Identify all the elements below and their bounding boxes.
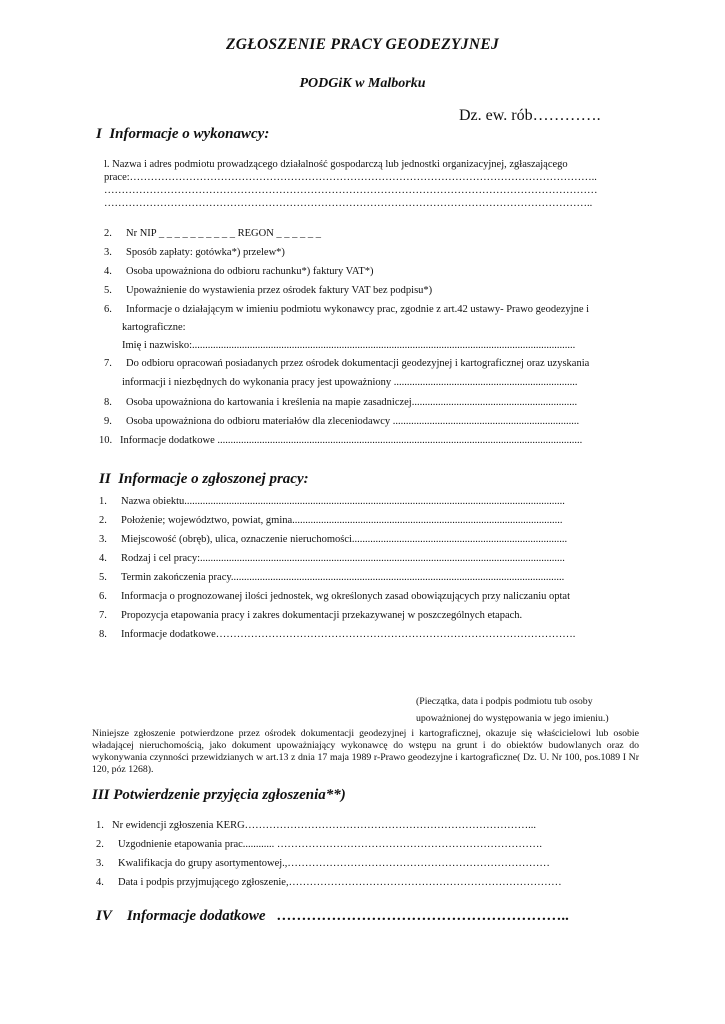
item-10: 10. Informacje dodatkowe ........................................................................................................................................... [99, 435, 583, 446]
item-5: 5. Upoważnienie do wystawienia przez ośrodek faktury VAT bez podpisu*) [104, 285, 433, 296]
section-2-title: Informacje o zgłoszonej pracy: [118, 471, 309, 487]
section-4-heading [96, 908, 569, 925]
work-type: Rodzaj i cel pracy:........................................................................................................................................... [121, 553, 565, 564]
item-1-line-4: ………………………………………………………………………………………………………………………….. [104, 198, 593, 209]
document-title: ZGŁOSZENIE PRACY GEODEZYJNEJ [225, 36, 500, 53]
additional-info-1: Informacje dodatkowe ........................................................................................................................................... [120, 435, 583, 446]
section-2-heading [99, 471, 309, 488]
item-6: 6. Informacje o działającym w imieniu podmiotu wykonawcy prac, zgodnie z art.42 ustawy- Prawo geodezyjne i [104, 304, 590, 315]
signature-note [416, 693, 609, 727]
completion-date: Termin zakończenia pracy............................................................................................................................... [121, 572, 565, 583]
work-item-2: 2. Położenie; województwo, powiat, gmina....................................................................................................... [99, 515, 563, 526]
section-1-heading [96, 126, 269, 143]
vat-authorization: Upoważnienie do wystawienia przez ośrodek faktury VAT bez podpisu*) [126, 285, 433, 296]
staging-agreement: Uzgodnienie etapowania prac............ …………………………………………………………………. [118, 839, 543, 850]
item-6-line-3: Imię i nazwisko:.................................................................................................................................................. [122, 340, 576, 351]
section-2-numeral: II [99, 471, 111, 487]
mapping-person: Osoba upoważniona do kartowania i kreślenia na mapie zasadniczej............................................................... [126, 397, 578, 408]
section-1-numeral: I [96, 126, 102, 142]
units-forecast: Informacja o prognozowanej ilości jednostek, wg określonych zasad obowiązujących przy naliczaniu optat [121, 591, 571, 602]
work-item-3: 3. Miejscowość (obręb), ulica, oznaczenie nieruchomości.................................................................................. [99, 534, 568, 545]
section-1-title: Informacje o wykonawcy: [109, 126, 270, 142]
item-7: 7. Do odbioru opracowań posiadanych przez ośrodek dokumentacji geodezyjnej i kartograficznej oraz uzyskania [104, 358, 590, 369]
item-1-line-3: …………………………………………………………………………………………………………………………… [104, 185, 598, 196]
work-item-8: 8. Informacje dodatkowe…………………………………………………………………………………………. [99, 629, 576, 640]
work-item-1: 1. Nazwa obiektu................................................................................................................................................. [99, 496, 565, 507]
item-6-line-1: Informacje o działającym w imieniu podmiotu wykonawcy prac, zgodnie z art.42 ustawy- Prawo geodezyjne i [126, 304, 590, 315]
work-item-6: 6. Informacja o prognozowanej ilości jednostek, wg określonych zasad obowiązujących przy naliczaniu optat [99, 591, 571, 602]
legal-notice: Niniejsze zgłoszenie potwierdzone przez ośrodek dokumentacji geodezyjnej i kartograficznej, okazuje się właścicielowi lub osobie władającej nieruchomością, jako dokument upoważniający wykonawcę do wstępu na grunt i do obiektów budowlanych oraz do wykonywania czynności przewidzianych w art.13 z dnia 17 maja 1989 r-Prawo geodezyjne i kartograficzne( Dz. U. Nr 100, pos.1089 I Nr 120, póz 1268). [92, 728, 639, 775]
office-name: PODGiK w Malborku [299, 76, 426, 91]
section-3-heading: III Potwierdzenie przyjęcia zgłoszenia**) [92, 787, 346, 803]
materials-recipient: Osoba upoważniona do odbioru materiałów dla zleceniodawcy ....................................................................... [126, 416, 580, 427]
item-6-line-2: kartograficzne: [122, 322, 186, 333]
work-item-4: 4. Rodzaj i cel pracy:........................................................................................................................................... [99, 553, 565, 564]
item-3: 3. Sposób zapłaty: gotówka*) przelew*) [104, 247, 285, 258]
item-9: 9. Osoba upoważniona do odbioru materiałów dla zleceniodawcy ....................................................................... [104, 416, 580, 427]
work-item-7: 7. Propozycja etapowania pracy i zakres dokumentacji przekazywanej w poszczególnych etapach. [99, 610, 523, 621]
confirm-item-1: 1. Nr ewidencji zgłoszenia KERG………………………………………………………………………... [96, 820, 537, 831]
confirm-item-4: 4. Data i podpis przyjmującego zgłoszenie,…………………………………………………………………… [96, 877, 562, 888]
section-4-numeral: IV [96, 908, 112, 924]
payment-method: Sposób zapłaty: gotówka*) przelew*) [126, 247, 285, 258]
register-number: Dz. ew. rób…………. [459, 107, 601, 124]
item-4: 4. Osoba upoważniona do odbioru rachunku*) faktury VAT*) [104, 266, 374, 277]
confirm-item-3: 3. Kwalifikacja do grupy asortymentowej.,………………………………………………………………… [96, 858, 550, 869]
object-name: Nazwa obiektu................................................................................................................................................. [121, 496, 565, 507]
invoice-recipient: Osoba upoważniona do odbioru rachunku*) faktury VAT*) [126, 266, 374, 277]
item-7-line-2: informacji i niezbędnych do wykonania pracy jest upoważniony ...................................................................... [122, 377, 578, 388]
item-1-line-1: l. Nazwa i adres podmiotu prowadzącego działalność gospodarczą lub jednostki organizacyjnej, zgłaszającego [104, 159, 568, 170]
item-7-line-1: Do odbioru opracowań posiadanych przez ośrodek dokumentacji geodezyjnej i kartograficznej oraz uzyskania [126, 358, 590, 369]
signature-line-2: upoważnionej do występowania w jego imieniu.) [416, 713, 609, 724]
item-2: 2. Nr NIP _ _ _ _ _ _ _ _ _ _ REGON _ _ _ _ _ _ [104, 228, 322, 239]
item-8: 8. Osoba upoważniona do kartowania i kreślenia na mapie zasadniczej............................................................... [104, 397, 578, 408]
staging-proposal: Propozycja etapowania pracy i zakres dokumentacji przekazywanej w poszczególnych etapach. [121, 610, 523, 621]
kerg-number: Nr ewidencji zgłoszenia KERG………………………………………………………………………... [112, 820, 537, 831]
section-4-title: Informacje dodatkowe [126, 908, 266, 924]
section-4-dots: ………………………………………………….. [276, 908, 570, 924]
item-1-line-2: prace:…………………………………………………………………………………………………………………….. [104, 172, 597, 183]
nip-regon-field: Nr NIP _ _ _ _ _ _ _ _ _ _ REGON _ _ _ _ _ _ [126, 228, 322, 239]
receiver-signature: Data i podpis przyjmującego zgłoszenie,…………………………………………………………………… [118, 877, 562, 888]
confirm-item-2: 2. Uzgodnienie etapowania prac............ …………………………………………………………………. [96, 839, 543, 850]
work-item-5: 5. Termin zakończenia pracy............................................................................................................................... [99, 572, 565, 583]
location: Położenie; województwo, powiat, gmina....................................................................................................... [121, 515, 563, 526]
signature-line-1: (Pieczątka, data i podpis podmiotu tub osoby [416, 696, 593, 707]
additional-info-2: Informacje dodatkowe…………………………………………………………………………………………. [121, 629, 576, 640]
assortment-qualification: Kwalifikacja do grupy asortymentowej.,………………………………………………………………… [118, 858, 550, 869]
locality-street: Miejscowość (obręb), ulica, oznaczenie nieruchomości.................................................................................. [121, 534, 568, 545]
